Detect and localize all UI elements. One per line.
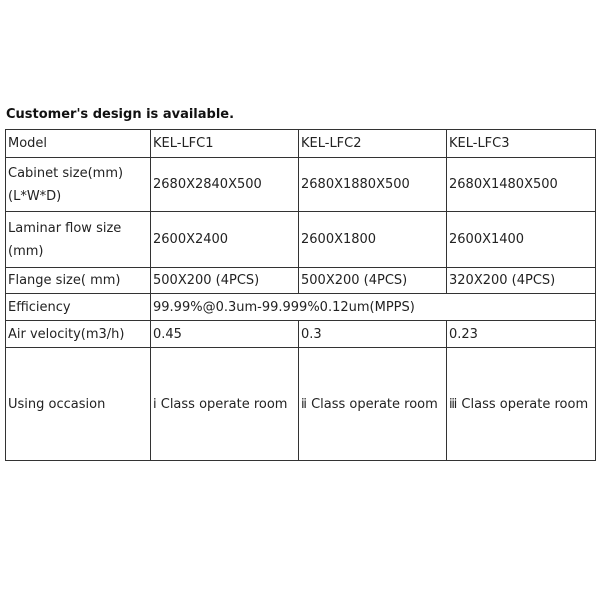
row-label-model: Model <box>6 130 151 158</box>
table-row-cabinet-size <box>6 158 596 212</box>
cell-laminar-lfc2: 2600X1800 <box>299 212 447 268</box>
table-row-flange-size <box>6 268 596 294</box>
cell-model-lfc3: KEL-LFC3 <box>447 130 596 158</box>
table-row-using-occasion <box>6 348 596 461</box>
cell-model-lfc1: KEL-LFC1 <box>151 130 299 158</box>
table-row-laminar-flow-size <box>6 212 596 268</box>
cell-flange-lfc3: 320X200 (4PCS) <box>447 268 596 294</box>
row-label-air-velocity: Air velocity(m3/h) <box>6 321 151 348</box>
row-label-cabinet-size <box>6 158 151 212</box>
cell-laminar-lfc3: 2600X1400 <box>447 212 596 268</box>
cell-occasion-lfc1 <box>151 348 299 461</box>
cell-flange-lfc1: 500X200 (4PCS) <box>151 268 299 294</box>
laminar-flow-label-text: Laminar flow size (mm) <box>8 220 122 259</box>
cell-occasion-lfc3 <box>447 348 596 461</box>
cell-air-lfc2: 0.3 <box>299 321 447 348</box>
cell-cabinet-size-lfc2: 2680X1880X500 <box>299 158 447 212</box>
row-label-using-occasion: Using occasion <box>6 348 151 461</box>
cell-laminar-lfc1: 2600X2400 <box>151 212 299 268</box>
table-row-efficiency <box>6 294 596 321</box>
cell-air-lfc3: 0.23 <box>447 321 596 348</box>
occasion-lfc2-text: ⅱ Class operate room <box>301 396 438 412</box>
cell-cabinet-size-lfc3: 2680X1480X500 <box>447 158 596 212</box>
cell-efficiency: 99.99%@0.3um-99.999%0.12um(MPPS) <box>151 294 596 321</box>
row-label-flange-size: Flange size( mm) <box>6 268 151 294</box>
cell-air-lfc1: 0.45 <box>151 321 299 348</box>
cell-occasion-lfc2 <box>299 348 447 461</box>
cabinet-size-label-text: Cabinet size(mm)(L*W*D) <box>8 165 124 204</box>
table-row-air-velocity <box>6 321 596 348</box>
occasion-lfc1-text: ⅰ Class operate room <box>153 396 288 412</box>
table-row-model <box>6 130 596 158</box>
section-heading: Customer's design is available. <box>6 107 235 122</box>
spec-table <box>5 129 596 461</box>
row-label-efficiency: Efficiency <box>6 294 151 321</box>
cell-flange-lfc2: 500X200 (4PCS) <box>299 268 447 294</box>
cell-model-lfc2: KEL-LFC2 <box>299 130 447 158</box>
cell-cabinet-size-lfc1: 2680X2840X500 <box>151 158 299 212</box>
occasion-lfc3-text: ⅲ Class operate room <box>449 396 589 412</box>
row-label-laminar-flow-size <box>6 212 151 268</box>
